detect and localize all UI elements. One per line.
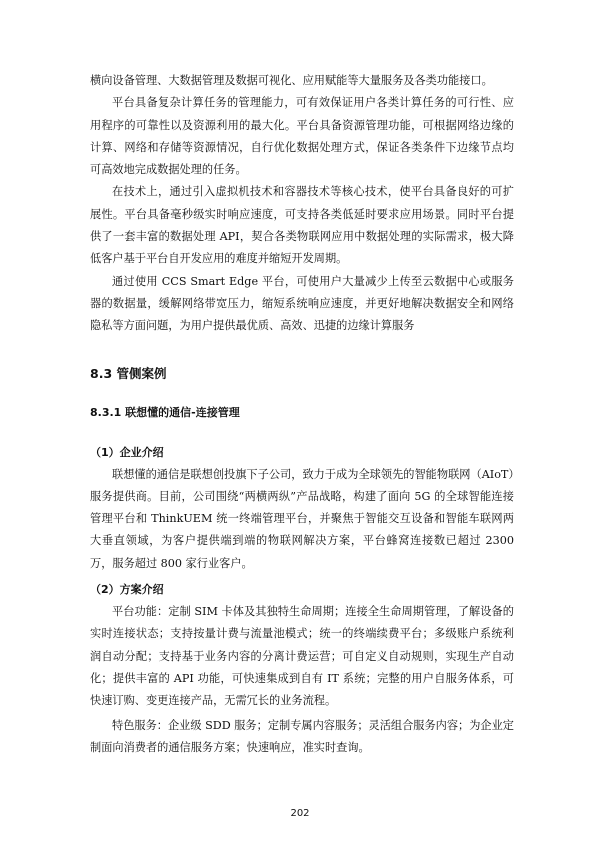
section-heading: 8.3 管侧案例 [90, 365, 167, 381]
solution-heading: （2）方案介绍 [90, 583, 164, 597]
company-heading: （1）企业介绍 [90, 445, 164, 459]
page-number: 202 [290, 808, 310, 819]
paragraph-compute-management: 平台具备复杂计算任务的管理能力，可有效保证用户各类计算任务的可行性、应用程序的可靠性以及资源利用的最大化。平台具备资源管理功能，可根据网络边缘的计算、网络和存储等资源情况，自行优化数据处理方式，保证各类条件下边缘节点均可高效地完成数据处理的任务。 [90, 96, 514, 177]
solution-features-paragraph: 平台功能：定制 SIM 卡体及其独特生命周期；连接全生命周期管理，了解设备的实时连接状态；支持按量计费与流量池模式；统一的终端续费平台；多级账户系统利润自动分配；支持基于业务内容的分离计费运营；可自定义自动规则，实现生产自动化；提供丰富的 API 功能，可快速集成到自有 IT 系统；完整的用户自服务体系，可快速订购、变更连接产品，无需冗长的业务流程。 [90, 605, 514, 708]
paragraph-ccs-smart-edge: 通过使用 CCS Smart Edge 平台，可使用户大量减少上传至云数据中心或服务器的数据量，缓解网络带宽压力，缩短系统响应速度，并更好地解决数据安全和网络隐私等方面问题，为用户提供最优质、高效、迅捷的边缘计算服务 [90, 274, 514, 333]
solution-services-paragraph: 特色服务：企业级 SDD 服务；定制专属内容服务；灵活组合服务内容；为企业定制面向消费者的通信服务方案；快速响应，准实时查询。 [90, 718, 514, 754]
company-paragraph: 联想懂的通信是联想创投旗下子公司，致力于成为全球领先的智能物联网（AIoT）服务提供商。目前，公司围绕“两横两纵”产品战略，构建了面向 5G 的全球智能连接管理平台和 ThinkUEM 统一终端管理平台，并聚焦于智能交互设备和智能车联网两大垂直领域，为客户提供端到端的物联网解决方案，平台蜂窝连接数已超过 2300 万，服务超过 800 家行业客户。 [90, 467, 514, 570]
paragraph-interfaces: 横向设备管理、大数据管理及数据可视化、应用赋能等大量服务及各类功能接口。 [90, 74, 493, 87]
paragraph-technology: 在技术上，通过引入虚拟机技术和容器技术等核心技术，使平台具备良好的可扩展性。平台具备毫秒级实时响应速度，可支持各类低延时要求应用场景。同时平台提供了一套丰富的数据处理 API，契合各类物联网应用中数据处理的实际需求，极大降低客户基于平台自开发应用的难度并缩短开发周期。 [90, 185, 514, 266]
page-content [90, 70, 514, 759]
subsection-heading: 8.3.1 联想懂的通信-连接管理 [90, 405, 240, 419]
